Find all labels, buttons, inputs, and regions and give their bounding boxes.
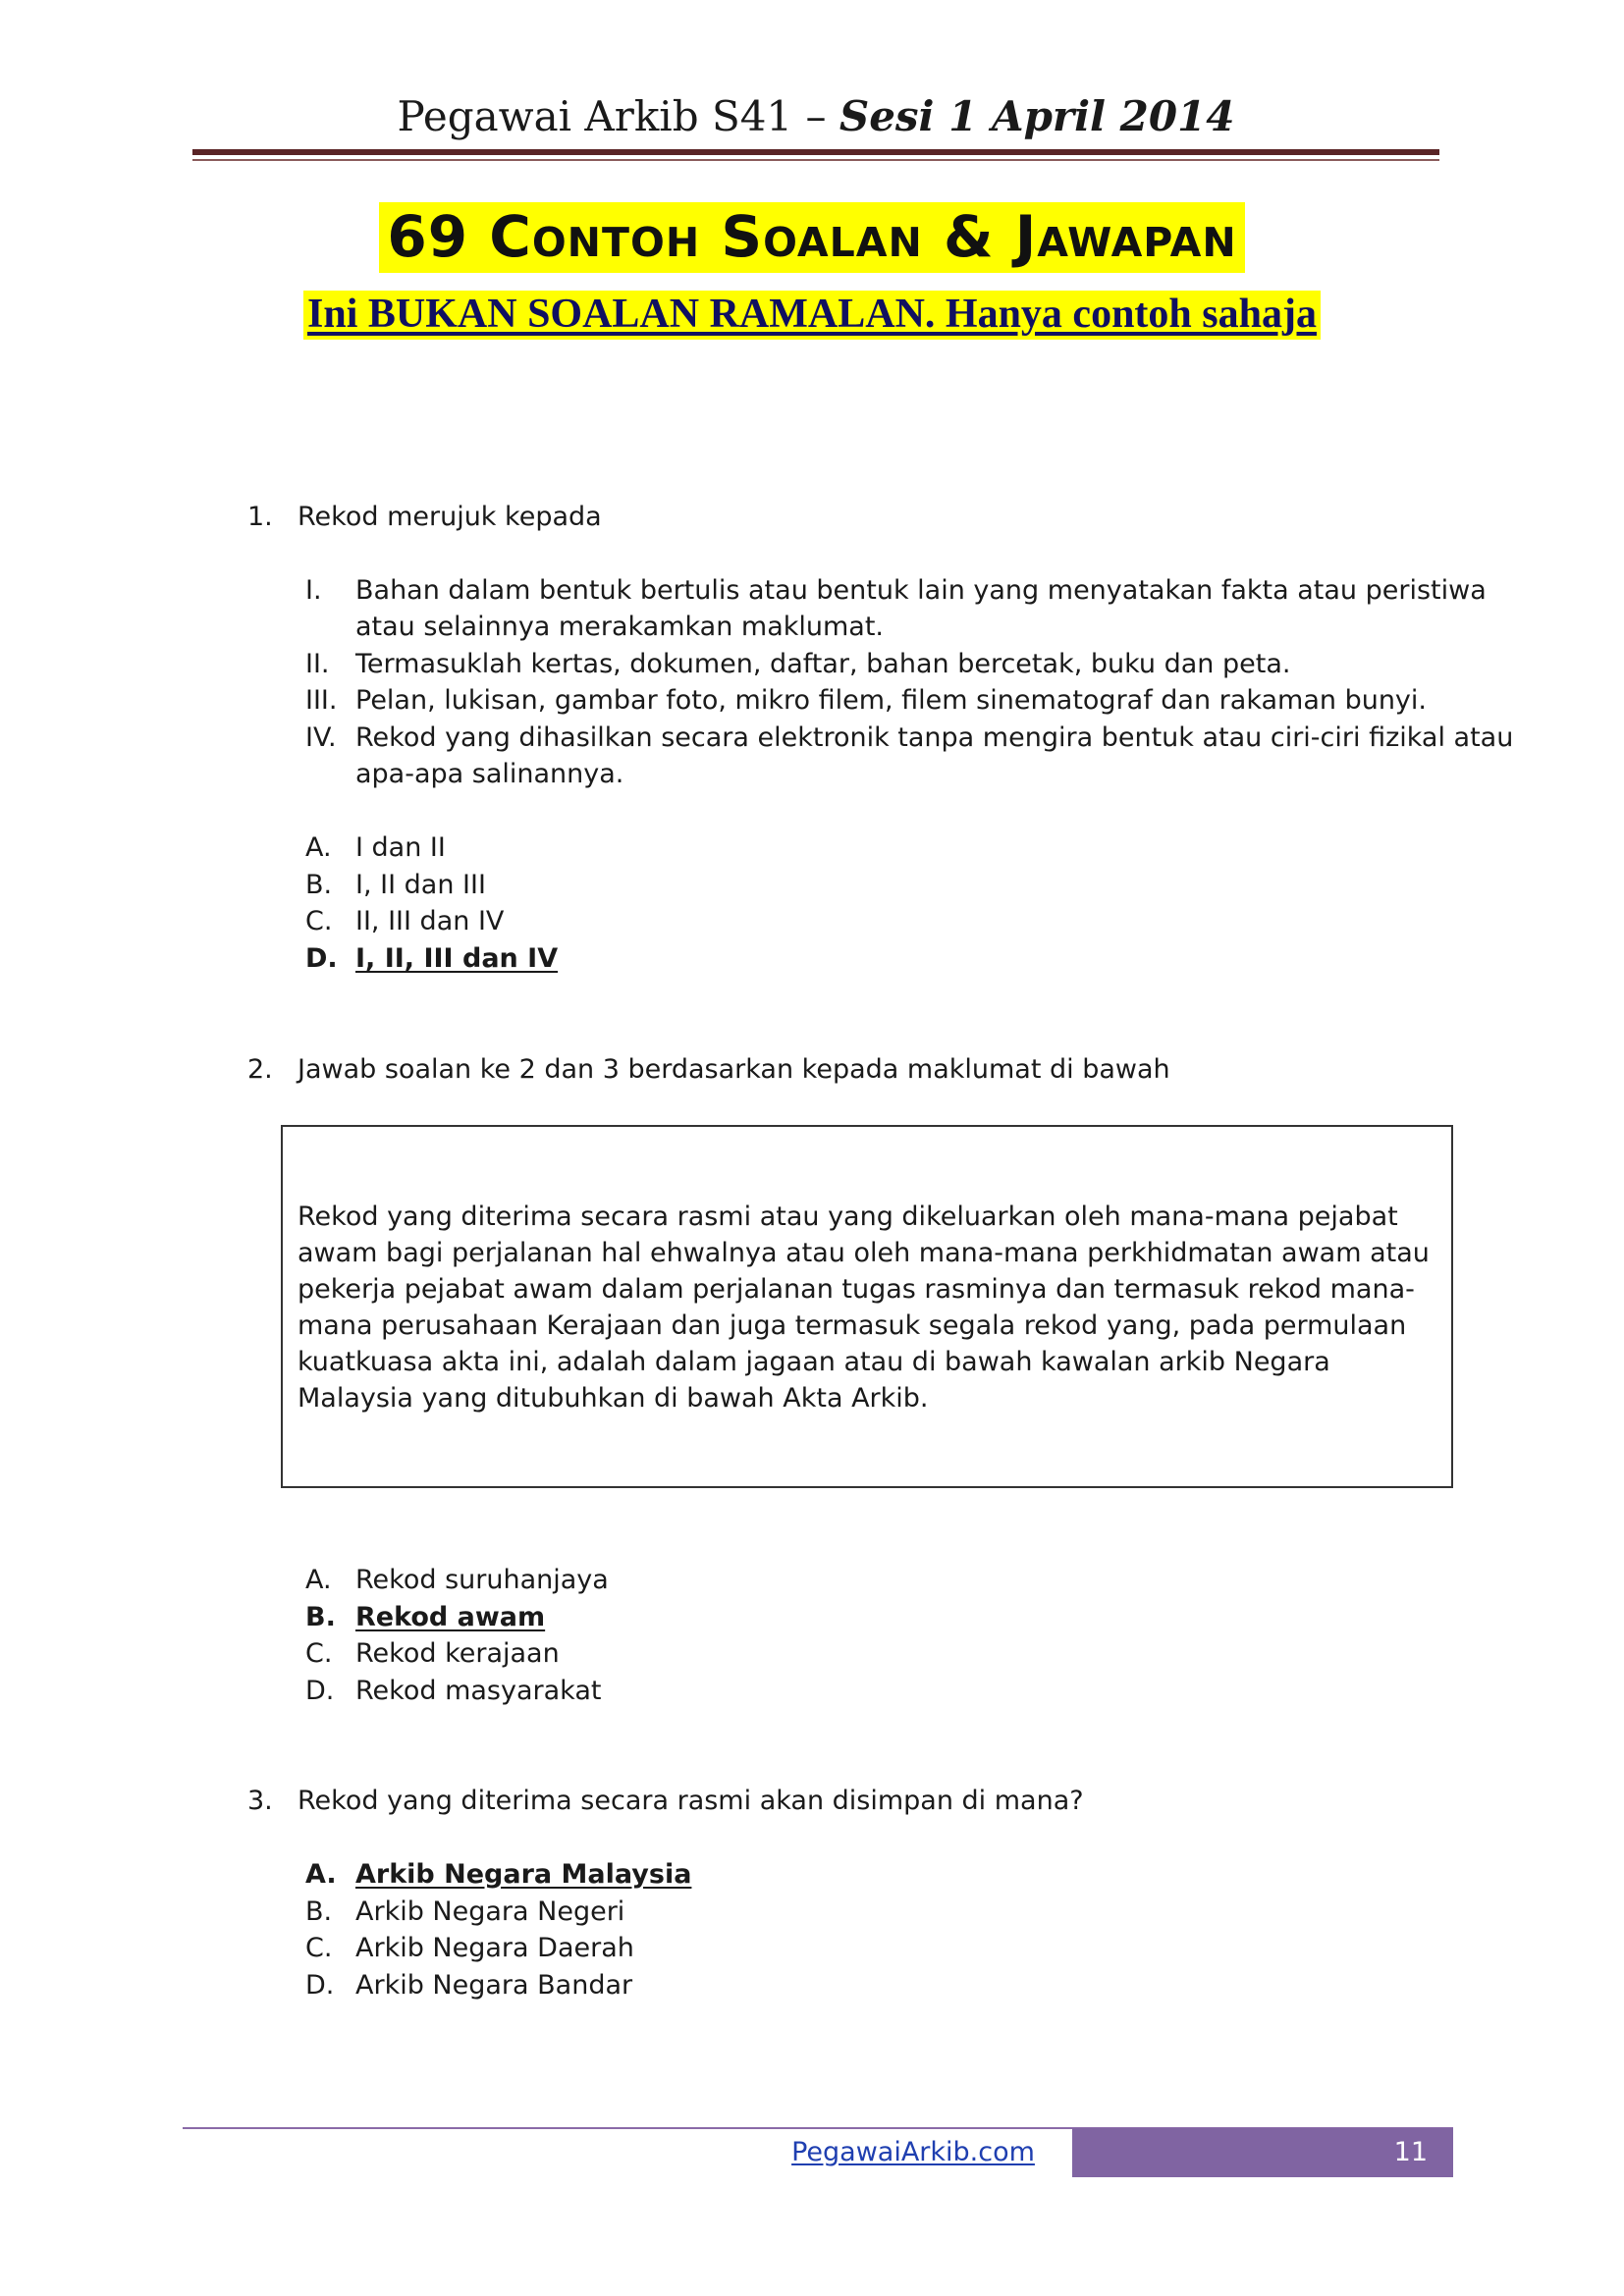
q1-option-text: II, III dan IV (355, 906, 505, 936)
q2-option-label: D. (305, 1676, 335, 1706)
page-subtitle: Ini BUKAN SOALAN RAMALAN. Hanya contoh sahaja (303, 291, 1321, 340)
q3-number: 3. (247, 1786, 273, 1816)
q3-option-text: Arkib Negara Daerah (355, 1933, 634, 1963)
subtitle-block (0, 291, 1624, 340)
q1-statement-line: apa-apa salinannya. (355, 759, 624, 789)
header-session: Sesi 1 April 2014 (839, 92, 1235, 140)
q1-text: Rekod merujuk kepada (298, 502, 602, 532)
page-number: 11 (1072, 2128, 1453, 2177)
q1-statement-roman: IV. (305, 722, 337, 753)
q1-option-text: I dan II (355, 832, 446, 863)
q2-option-text: Rekod masyarakat (355, 1676, 602, 1706)
q1-statement-roman: I. (305, 575, 322, 606)
q2-option-text: Rekod kerajaan (355, 1638, 560, 1669)
q2-option-label: A. (305, 1565, 332, 1595)
info-box-text: Rekod yang diterima secara rasmi atau yang dikeluarkan oleh mana-mana pejabat awam bagi perjalanan hal ehwalnya atau oleh mana-mana perkhidmatan awam atau pekerja pejabat awam dalam perjalanan tugas rasminya dan termasuk rekod mana-mana perusahaan Kerajaan dan juga termasuk segala rekod yang, pada permulaan kuatkuasa akta ini, adalah dalam jagaan atau di bawah kawalan arkib Negara Malaysia yang ditubuhkan di bawah Akta Arkib. (298, 1201, 1430, 1414)
q2-answer-label: B. (305, 1602, 336, 1632)
q1-statement-line: Rekod yang dihasilkan secara elektronik tanpa mengira bentuk atau ciri-ciri fizikal atau (355, 722, 1514, 753)
q1-statement-line: Pelan, lukisan, gambar foto, mikro filem, filem sinematograf dan rakaman bunyi. (355, 685, 1427, 716)
q2-number: 2. (247, 1054, 273, 1085)
running-header (192, 92, 1439, 140)
q3-option-text: Arkib Negara Negeri (355, 1896, 625, 1927)
header-rule (192, 149, 1439, 155)
q3-option-label: C. (305, 1933, 333, 1963)
q2-answer-text: Rekod awam (355, 1602, 546, 1632)
header-rule-thin (192, 159, 1439, 161)
q1-option-label: A. (305, 832, 332, 863)
q1-statement-roman: II. (305, 649, 330, 679)
q1-statement-roman: III. (305, 685, 338, 716)
q1-statement-line: atau selainnya merakamkan maklumat. (355, 612, 885, 642)
q1-answer-text: I, II, III dan IV (355, 943, 559, 974)
q3-option-label: B. (305, 1896, 333, 1927)
q2-option-label: C. (305, 1638, 333, 1669)
q1-statement-line: Bahan dalam bentuk bertulis atau bentuk lain yang menyatakan fakta atau peristiwa (355, 575, 1487, 606)
q3-option-text: Arkib Negara Bandar (355, 1970, 633, 2001)
q3-answer-text: Arkib Negara Malaysia (355, 1859, 692, 1890)
q1-number: 1. (247, 502, 273, 532)
q1-option-text: I, II dan III (355, 870, 486, 900)
q3-option-label: D. (305, 1970, 335, 2001)
page-title: 69 Contoh Soalan & Jawapan (379, 202, 1244, 273)
q3-text: Rekod yang diterima secara rasmi akan disimpan di mana? (298, 1786, 1084, 1816)
title-block (0, 202, 1624, 273)
header-prefix: Pegawai Arkib S41 – (397, 92, 839, 140)
q1-answer-label: D. (305, 943, 338, 974)
q2-text: Jawab soalan ke 2 dan 3 berdasarkan kepada maklumat di bawah (298, 1054, 1170, 1085)
q1-option-label: B. (305, 870, 333, 900)
q1-statement-line: Termasuklah kertas, dokumen, daftar, bahan bercetak, buku dan peta. (355, 649, 1291, 679)
q1-option-label: C. (305, 906, 333, 936)
q2-option-text: Rekod suruhanjaya (355, 1565, 609, 1595)
q3-answer-label: A. (305, 1859, 337, 1890)
footer-link[interactable]: PegawaiArkib.com (791, 2137, 1035, 2167)
